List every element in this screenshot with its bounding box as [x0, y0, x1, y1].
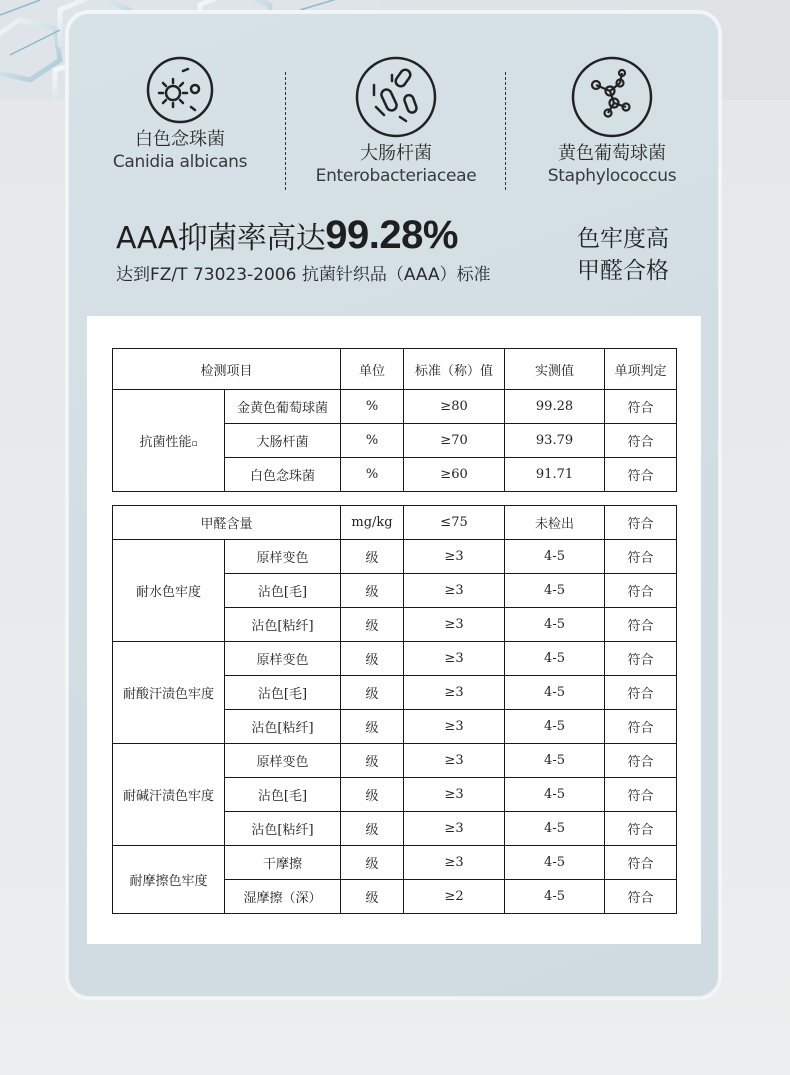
cell-measured: 4-5 — [505, 574, 605, 608]
cell-verdict: 符合 — [605, 676, 677, 710]
cell-item: 沾色[毛] — [225, 574, 341, 608]
cell-item: 干摩擦 — [225, 846, 341, 880]
cell-verdict: 符合 — [605, 846, 677, 880]
cell-unit: 级 — [341, 642, 404, 676]
group-cell: 耐酸汗渍色牢度 — [113, 642, 225, 744]
bacteria-name-zh: 白色念珠菌 — [135, 129, 225, 150]
cell-verdict: 符合 — [605, 390, 677, 424]
cell-measured: 4-5 — [505, 642, 605, 676]
cell-measured: 93.79 — [505, 424, 605, 458]
table-row — [113, 744, 677, 778]
cell-standard: ≥3 — [404, 812, 505, 846]
claim-prefix: AAA抑菌率高达 — [116, 221, 326, 256]
antibacterial-table — [112, 348, 677, 492]
cell-verdict: 符合 — [605, 710, 677, 744]
table-row — [113, 846, 677, 880]
bacteria-item-staph — [527, 55, 697, 187]
cell-item: 白色念珠菌 — [225, 458, 341, 492]
header-measured: 实测值 — [505, 349, 605, 390]
header-item: 检测项目 — [113, 349, 341, 390]
cell-standard: ≥3 — [404, 676, 505, 710]
cell-item: 原样变色 — [225, 540, 341, 574]
cell-item: 金黄色葡萄球菌 — [225, 390, 341, 424]
cell-unit: 级 — [341, 778, 404, 812]
quality-badges — [577, 223, 669, 287]
cell-measured: 未检出 — [505, 506, 605, 540]
cell-standard: ≥80 — [404, 390, 505, 424]
cell-unit: 级 — [341, 744, 404, 778]
bacteria-name-en: Staphylococcus — [547, 166, 677, 186]
cell-item: 沾色[粘纤] — [225, 710, 341, 744]
cell-measured: 4-5 — [505, 846, 605, 880]
header-unit: 单位 — [341, 349, 404, 390]
cell-measured: 4-5 — [505, 710, 605, 744]
cell-verdict: 符合 — [605, 642, 677, 676]
group-cell — [113, 390, 225, 492]
cell-unit: 级 — [341, 574, 404, 608]
cell-unit: 级 — [341, 880, 404, 914]
cell-measured: 4-5 — [505, 778, 605, 812]
table-row — [113, 540, 677, 574]
cell-item: 湿摩擦（深） — [225, 880, 341, 914]
cell-unit: % — [341, 424, 404, 458]
bacteria-row — [0, 0, 790, 200]
cell-unit: 级 — [341, 608, 404, 642]
header-standard: 标准（称）值 — [404, 349, 505, 390]
claim-standard: 达到FZ/T 73023-2006 抗菌针织品（AAA）标准 — [116, 265, 491, 285]
cell-standard: ≥3 — [404, 642, 505, 676]
antibacterial-claim — [116, 213, 491, 285]
bacteria-name-zh: 大肠杆菌 — [360, 143, 432, 164]
table-row — [113, 506, 677, 540]
fungus-icon — [145, 55, 215, 125]
cell-unit: 级 — [341, 676, 404, 710]
cell-standard: ≥60 — [404, 458, 505, 492]
cell-standard: ≥2 — [404, 880, 505, 914]
cell-measured: 4-5 — [505, 540, 605, 574]
cell-standard: ≥3 — [404, 574, 505, 608]
colorfastness-table — [112, 505, 677, 914]
cell-measured: 99.28 — [505, 390, 605, 424]
cell-unit: % — [341, 390, 404, 424]
cell-verdict: 符合 — [605, 880, 677, 914]
cell-measured: 4-5 — [505, 812, 605, 846]
bacteria-name-en: Canidia albicans — [112, 152, 248, 172]
cell-standard: ≥3 — [404, 846, 505, 880]
cell-verdict: 符合 — [605, 458, 677, 492]
cell-verdict: 符合 — [605, 574, 677, 608]
group-cell: 耐碱汗渍色牢度 — [113, 744, 225, 846]
cell-unit: 级 — [341, 846, 404, 880]
cell-measured: 4-5 — [505, 880, 605, 914]
cell-standard: ≥70 — [404, 424, 505, 458]
cocci-cluster-icon — [570, 55, 654, 139]
test-report-sheet — [87, 316, 701, 944]
cell-standard: ≥3 — [404, 778, 505, 812]
cell-verdict: 符合 — [605, 424, 677, 458]
cell-item: 原样变色 — [225, 744, 341, 778]
cell-standard: ≤75 — [404, 506, 505, 540]
cell-unit: 级 — [341, 812, 404, 846]
group-cell: 耐摩擦色牢度 — [113, 846, 225, 914]
divider — [505, 72, 506, 190]
cell-unit: 级 — [341, 540, 404, 574]
cell-verdict: 符合 — [605, 608, 677, 642]
bacteria-item-candida — [95, 55, 265, 173]
cell-item: 大肠杆菌 — [225, 424, 341, 458]
cell-verdict: 符合 — [605, 506, 677, 540]
cell-standard: ≥3 — [404, 744, 505, 778]
cell-item: 沾色[毛] — [225, 676, 341, 710]
bacilli-icon — [354, 55, 438, 139]
cell-unit: 级 — [341, 710, 404, 744]
fastness-groups — [113, 540, 677, 914]
cell-item: 沾色[粘纤] — [225, 812, 341, 846]
group-cell: 耐水色牢度 — [113, 540, 225, 642]
cell-measured: 4-5 — [505, 676, 605, 710]
cell-unit: mg/kg — [341, 506, 404, 540]
badge-colorfastness: 色牢度高 — [577, 226, 669, 252]
cell-item: 甲醛含量 — [113, 506, 341, 540]
group-label: 抗菌性能 — [139, 435, 192, 450]
header-verdict: 单项判定 — [605, 349, 677, 390]
cell-verdict: 符合 — [605, 812, 677, 846]
cell-item: 原样变色 — [225, 642, 341, 676]
cell-unit: % — [341, 458, 404, 492]
badge-formaldehyde: 甲醛合格 — [577, 258, 669, 284]
group-mark: ▫ — [191, 439, 198, 449]
cell-standard: ≥3 — [404, 540, 505, 574]
cell-standard: ≥3 — [404, 608, 505, 642]
bacteria-item-ecoli — [311, 55, 481, 187]
cell-measured: 4-5 — [505, 608, 605, 642]
bacteria-name-zh: 黄色葡萄球菌 — [558, 143, 666, 164]
cell-verdict: 符合 — [605, 778, 677, 812]
table-header-row — [113, 349, 677, 390]
table-row — [113, 642, 677, 676]
cell-standard: ≥3 — [404, 710, 505, 744]
cell-item: 沾色[毛] — [225, 778, 341, 812]
table-row — [113, 390, 677, 424]
cell-verdict: 符合 — [605, 744, 677, 778]
cell-verdict: 符合 — [605, 540, 677, 574]
bacteria-name-en: Enterobacteriaceae — [315, 166, 477, 186]
divider — [285, 72, 286, 190]
cell-item: 沾色[粘纤] — [225, 608, 341, 642]
cell-measured: 4-5 — [505, 744, 605, 778]
claim-rate: 99.28% — [325, 213, 458, 257]
cell-measured: 91.71 — [505, 458, 605, 492]
